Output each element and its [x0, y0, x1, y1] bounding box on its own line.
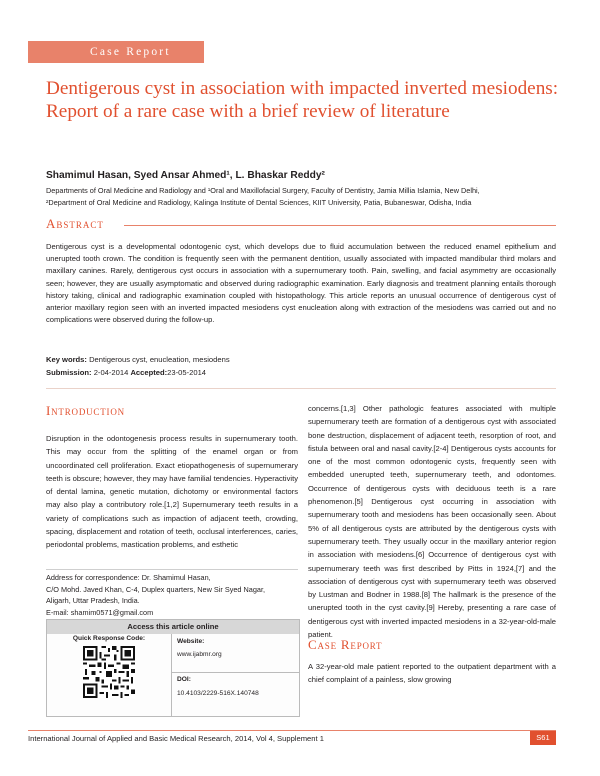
correspondence-line: C/O Mohd. Javed Khan, C-4, Duplex quarters, New Sir Syed Nagar, — [46, 584, 266, 594]
box-divider — [171, 634, 172, 716]
keywords: Dentigerous cyst, enucleation, mesiodens — [89, 355, 230, 364]
accepted-date: 23-05-2014 — [167, 368, 207, 377]
journal-footer: International Journal of Applied and Basic Medical Research, 2014, Vol 4, Supplement 1 — [28, 734, 324, 743]
introduction-column-1: Disruption in the odontogenesis process results in supernumerary tooth. This may occur from the splitting of the enamel organ or from uncoordinated cell proliferation. Exact etiopathogenesis of supernumerary teeth is obscure; however, they may have familial tendencies. Hyperactivity of dental lamina, genetic mutation, dichotomy or environmental factors may also play a contributory role.[1,2] Supernumerary teeth results in a variety of complications such as impaction of adjacent teeth, crowding, spacing, displacement and rotation of teeth, occlusal interferences, caries, periodontal problems, mastication problems, and esthetic — [46, 434, 298, 550]
website-label: Website: — [177, 638, 205, 645]
introduction-column-2: concerns.[1,3] Other pathologic features associated with multiple supernumerary teeth are formation of a dentigerous cyst with associated bone destruction, displacement of adjacent teeth, resorption of root, and fistula between oral and nasal cavity.[2-4] Dentigerous cysts accounts for one of the most common odontogenic cysts, frequently seen with embedded unerupted teeth, supernumerary teeth, and odontomes. Occurrence of dentigerous cysts with deciduous teeth is a rare phenomenon.[5] Dentigerous cyst occurring in association with supernumerary tooth and mesiodens has been occasionally seen. About 5% of all dentigerous cysts are attributed by the dentigerous cysts with supernumerary teeth. They usually occur in the maxillary anterior region in association with mesiodens.[6] Occurrence of dentigerous cyst with supernumerary teeth was first described by Pitts in 1924,[7] and the association of dentigerous cyst with supernumerary teeth was observed by Lustman and Bodner in 1988.[8] The hallmark is the presence of the unerupted tooth in the cyst cavity.[9] Hereby, presenting a rare case of dentigerous cyst with inverted impacted mesiodens in a 32-year-old-male patient. — [308, 404, 556, 640]
footer-rule — [28, 730, 556, 731]
accepted-label: Accepted: — [130, 368, 168, 377]
affiliation-line: ²Department of Oral Medicine and Radiology, Kalinga Institute of Dental Sciences, KIIT University, Patia, Bubaneswar, Odisha, India — [46, 197, 472, 207]
correspondence-email[interactable]: E-mail: shamim0571@gmail.com — [46, 607, 154, 617]
doi-label: DOI: — [177, 676, 191, 683]
heading-rule — [124, 225, 556, 226]
submission-date: 2-04-2014 — [93, 368, 129, 377]
doi-link[interactable]: 10.4103/2229-516X.140748 — [177, 690, 259, 697]
access-box-header: Access this article online — [47, 620, 299, 634]
introduction-heading: Introduction — [46, 403, 125, 418]
keywords-line — [46, 354, 230, 366]
website-link[interactable]: www.ijabmr.org — [177, 651, 222, 658]
author-list: Shamimul Hasan, Syed Ansar Ahmed¹, L. Bhaskar Reddy² — [46, 170, 325, 181]
qr-code-icon — [83, 646, 135, 698]
page-number: S61 — [530, 731, 556, 745]
affiliation-line: Departments of Oral Medicine and Radiology and ¹Oral and Maxillofacial Surgery, Faculty of Dentistry, Jamia Millia Islamia, New Delhi, — [46, 186, 480, 195]
box-divider — [172, 672, 299, 673]
access-article-box — [46, 619, 300, 717]
abstract-text: Dentigerous cyst is a developmental odontogenic cyst, which develops due to fluid accumulation between the reduced enamel epithelium and unerupted tooth crown. The condition is frequently seen with the permanent dentition, usually associated with impacted mandibular third molars and maxillary canines. Rarely, dentigerous cyst occurs in association with a supernumerary tooth. Pain, swelling, and facial asymmetry are occasionally seen; however, they are usually asymptomatic and observed during radiographic examination. Early diagnosis and treatment planning entails thorough history taking, clinical and radiographic examination coupled with histopathology. This article reports an unusual occurrence of dentigerous cyst of anterior maxillary region seen with an inverted impacted mesiodens cyst enucleation along with extraction of the mesiodens was carried out and no complications were observed during the follow-up. — [46, 242, 556, 325]
correspondence-block — [46, 569, 298, 618]
case-report-text: A 32-year-old male patient reported to the outpatient department with a chief complaint of a painless, slow growing — [308, 662, 556, 685]
qr-label: Quick Response Code: — [72, 635, 146, 642]
affiliations — [46, 185, 566, 208]
article-title: Dentigerous cyst in association with impacted inverted mesiodens: Report of a rare case with a brief review of literature — [46, 78, 559, 122]
keywords-label: Key words: — [46, 355, 87, 364]
case-report-heading: Case Report — [308, 637, 383, 652]
section-divider — [46, 388, 556, 389]
submission-label: Submission: — [46, 368, 92, 377]
correspondence-line: Aligarh, Uttar Pradesh, India. — [46, 596, 140, 605]
section-tag: Case Report — [28, 41, 204, 63]
submission-line — [46, 367, 206, 379]
abstract-heading: Abstract — [46, 216, 104, 231]
correspondence-line: Address for correspondence: Dr. Shamimul Hasan, — [46, 573, 211, 582]
